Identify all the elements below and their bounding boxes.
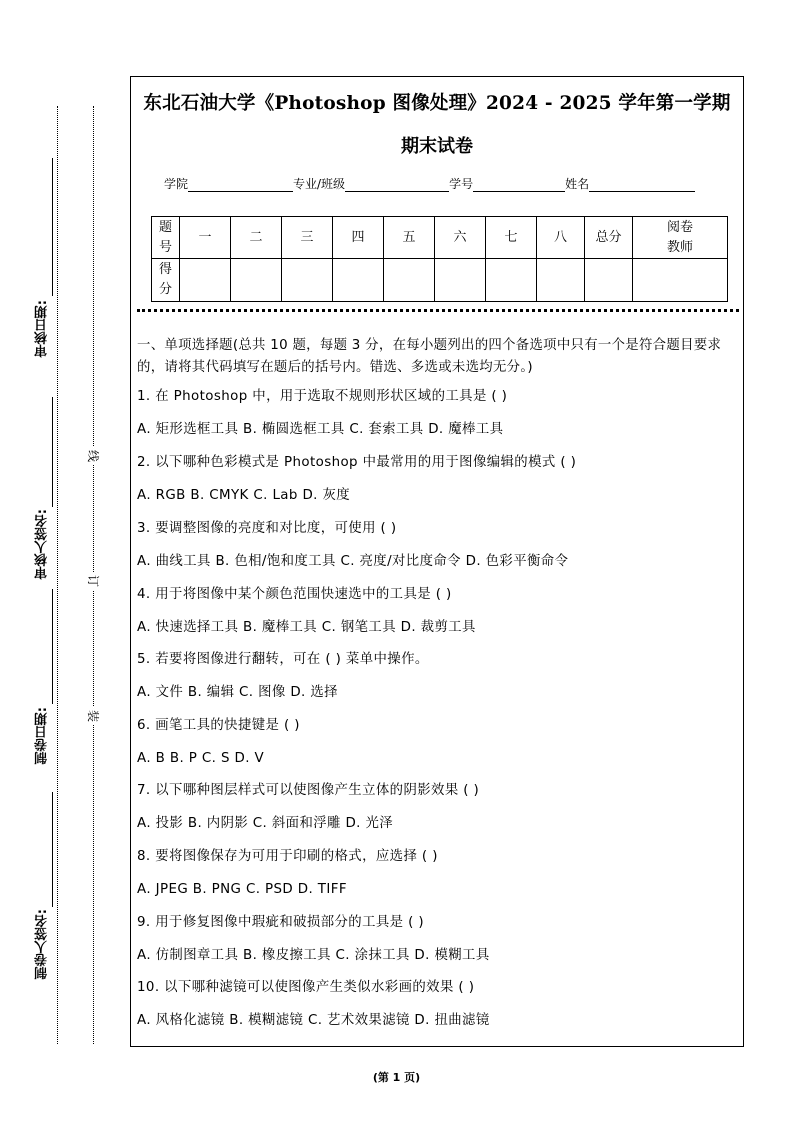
question-10-stem: 10. 以下哪种滤镜可以使图像产生类似水彩画的效果 ( ) [137,980,475,995]
question-1-options: A. 矩形选框工具 B. 椭圆选框工具 C. 套索工具 D. 魔棒工具 [137,422,504,437]
college-blank[interactable] [188,177,293,192]
exam-subtitle: 期末试卷 [401,136,473,157]
score-col-1: 一 [180,217,231,259]
section-separator [137,309,739,312]
score-col-grader: 阅卷 教师 [633,217,728,259]
score-col-4: 四 [333,217,384,259]
score-col-5: 五 [384,217,435,259]
reviewer-sign-line [52,397,53,507]
question-8-stem: 8. 要将图像保存为可用于印刷的格式，应选择 ( ) [137,849,438,864]
score-cell-7[interactable] [486,259,537,302]
question-6-options: A. B B. P C. S D. V [137,751,265,766]
question-9-stem: 9. 用于修复图像中瑕疵和破损部分的工具是 ( ) [137,915,425,930]
score-table-score-row [152,259,728,302]
score-cell-5[interactable] [384,259,435,302]
score-cell-grader[interactable] [633,259,728,302]
name-blank[interactable] [589,177,695,192]
college-label: 学院 [164,177,189,191]
question-3-options: A. 曲线工具 B. 色相/饱和度工具 C. 亮度/对比度命令 D. 色彩平衡命令 [137,554,569,569]
paper-date-field [33,707,53,797]
question-number-label: 题 号 [152,217,180,259]
review-date-line [52,158,53,296]
binding-dotted-line-outer [57,106,58,1044]
review-date-label: 审核日期: [35,300,50,358]
score-col-3: 三 [282,217,333,259]
score-cell-4[interactable] [333,259,384,302]
score-cell-2[interactable] [231,259,282,302]
score-cell-3[interactable] [282,259,333,302]
question-9-options: A. 仿制图章工具 B. 橡皮擦工具 C. 涂抹工具 D. 模糊工具 [137,948,490,963]
name-label: 姓名 [565,177,590,191]
paper-date-label: 制卷日期: [35,707,50,765]
question-3-stem: 3. 要调整图像的亮度和对比度，可使用 ( ) [137,521,397,536]
question-5-options: A. 文件 B. 编辑 C. 图像 D. 选择 [137,685,338,700]
reviewer-sign-label: 审核人签名: [35,509,50,580]
question-4-options: A. 快速选择工具 B. 魔棒工具 C. 钢笔工具 D. 裁剪工具 [137,620,476,635]
question-10-options: A. 风格化滤镜 B. 模糊滤镜 C. 艺术效果滤镜 D. 扭曲滤镜 [137,1013,490,1028]
score-cell-6[interactable] [435,259,486,302]
page-number: (第 1 页) [372,1071,421,1084]
paper-date-line [52,589,53,704]
score-row-label: 得 分 [152,259,180,302]
binding-char-bind: 装 [84,707,102,725]
exam-title: 东北石油大学《Photoshop 图像处理》2024 - 2025 学年第一学期 [143,93,731,114]
reviewer-sign-field [33,509,53,599]
question-5-stem: 5. 若要将图像进行翻转，可在 ( ) 菜单中操作。 [137,652,429,667]
score-cell-total[interactable] [585,259,633,302]
section1-heading: 一、单项选择题(总共 10 题，每题 3 分，在每小题列出的四个备选项中只有一个是符合题目要求的，请将其代码填写在题后的括号内。错选、多选或未选均无分。) [137,338,722,375]
score-table [151,216,728,302]
major-class-blank[interactable] [345,177,449,192]
score-cell-8[interactable] [537,259,585,302]
student-info-row [164,175,695,192]
question-7-options: A. 投影 B. 内阴影 C. 斜面和浮雕 D. 光泽 [137,816,394,831]
student-id-label: 学号 [449,177,474,191]
score-cell-1[interactable] [180,259,231,302]
paper-maker-sign-line [52,792,53,907]
score-col-7: 七 [486,217,537,259]
major-class-label: 专业/班级 [293,177,346,191]
binding-char-line: 线 [84,447,102,465]
question-1-stem: 1. 在 Photoshop 中，用于选取不规则形状区域的工具是 ( ) [137,389,508,404]
question-7-stem: 7. 以下哪种图层样式可以使图像产生立体的阴影效果 ( ) [137,783,480,798]
score-col-6: 六 [435,217,486,259]
question-6-stem: 6. 画笔工具的快捷键是 ( ) [137,718,300,733]
paper-maker-sign-label: 制卷人签名: [35,909,50,980]
paper-maker-sign-field [33,909,53,999]
question-2-options: A. RGB B. CMYK C. Lab D. 灰度 [137,488,351,503]
binding-char-staple: 订 [84,572,102,590]
score-col-total: 总分 [585,217,633,259]
question-4-stem: 4. 用于将图像中某个颜色范围快速选中的工具是 ( ) [137,587,452,602]
score-table-header-row [152,217,728,259]
question-2-stem: 2. 以下哪种色彩模式是 Photoshop 中最常用的用于图像编辑的模式 ( ) [137,455,577,470]
student-id-blank[interactable] [473,177,565,192]
question-8-options: A. JPEG B. PNG C. PSD D. TIFF [137,882,347,897]
score-col-8: 八 [537,217,585,259]
exam-frame [130,76,744,1047]
review-date-field [33,300,53,500]
score-col-2: 二 [231,217,282,259]
